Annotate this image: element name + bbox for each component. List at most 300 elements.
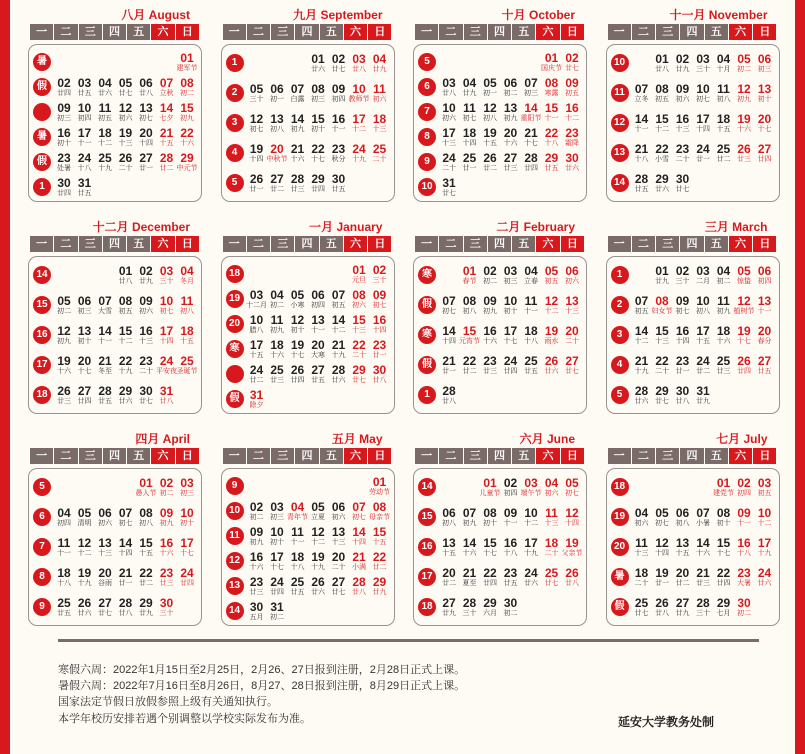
lunar-label: 十七 — [757, 126, 772, 133]
day-number: 01 — [352, 263, 366, 277]
lunar-label: 初六 — [634, 520, 649, 527]
lunar-label: 十三 — [331, 539, 346, 546]
weekday-label: 五 — [320, 236, 343, 252]
day-number: 03 — [757, 476, 772, 490]
day-number: 14 — [634, 324, 649, 338]
day-number: 25 — [372, 142, 387, 156]
week-row — [31, 76, 199, 100]
day-number: 19 — [311, 550, 325, 564]
day-number: 17 — [77, 126, 92, 140]
day-number: 27 — [565, 354, 579, 368]
weekday-label: 五 — [512, 448, 535, 464]
lunar-label: 十六 — [270, 352, 284, 359]
lunar-label: 初四 — [757, 278, 772, 285]
lunar-label: 初八 — [696, 308, 710, 315]
week-row — [31, 506, 199, 530]
day-number: 25 — [634, 596, 649, 610]
lunar-label: 初三 — [757, 66, 772, 73]
day-number: 07 — [634, 82, 649, 96]
lunar-label: 立秋 — [159, 90, 174, 97]
lunar-label: 初九 — [716, 308, 731, 315]
week-row — [416, 76, 584, 100]
day-cell — [176, 355, 198, 376]
lunar-label: 儿童节 — [479, 490, 501, 497]
weekday-label: 一 — [223, 236, 246, 252]
month-title: 一月 January — [309, 220, 383, 234]
day-number: 19 — [290, 338, 305, 352]
lunar-label: 廿九 — [696, 398, 710, 405]
day-number: 05 — [249, 82, 264, 96]
day-number: 25 — [290, 575, 305, 589]
day-number: 06 — [77, 294, 92, 308]
day-number: 13 — [270, 112, 284, 126]
lunar-label: 白露 — [290, 96, 305, 103]
lunar-label: 初九 — [290, 126, 305, 133]
week-number-badge: 6 — [33, 508, 51, 526]
lunar-label: 廿一 — [118, 580, 133, 587]
day-number: 22 — [139, 566, 153, 580]
day-number: 01 — [311, 52, 325, 66]
month-title: 十二月 December — [92, 220, 190, 234]
lunar-label: 廿八 — [118, 278, 133, 285]
lunar-label: 廿五 — [77, 190, 92, 197]
lunar-label: 初三 — [524, 90, 538, 97]
day-number: 08 — [544, 76, 559, 90]
day-number: 10 — [270, 525, 284, 539]
day-number: 19 — [249, 142, 264, 156]
week-row — [224, 313, 392, 337]
lunar-label: 初三 — [311, 96, 325, 103]
day-number: 16 — [503, 536, 518, 550]
lunar-label: 十五 — [442, 550, 456, 557]
lunar-label: 初六 — [565, 278, 579, 285]
lunar-label: 十三 — [442, 140, 456, 147]
weekday-label: 四 — [103, 448, 126, 464]
weekday-label: 四 — [680, 448, 703, 464]
lunar-label: 初十 — [716, 520, 731, 527]
week-row — [31, 476, 199, 500]
lunar-label: 十二 — [634, 338, 649, 345]
week-row — [609, 324, 777, 348]
day-number: 11 — [524, 294, 538, 308]
day-number: 08 — [352, 288, 366, 302]
day-number: 27 — [270, 172, 284, 186]
weekday-label: 五 — [127, 24, 150, 40]
week-number-badge: 2 — [226, 84, 244, 102]
day-number: 31 — [249, 388, 264, 402]
day-cell — [672, 173, 694, 194]
lunar-label: 廿四 — [503, 368, 518, 375]
lunar-label: 十三 — [634, 550, 649, 557]
day-number: 11 — [57, 536, 71, 550]
day-number: 08 — [311, 82, 325, 96]
day-number: 19 — [77, 566, 92, 580]
lunar-label: 廿二 — [675, 580, 690, 587]
day-number: 10 — [696, 82, 710, 96]
day-number: 14 — [696, 536, 710, 550]
lunar-label: 初一 — [483, 90, 497, 97]
day-number: 16 — [737, 536, 751, 550]
day-number: 10 — [503, 294, 518, 308]
lunar-label: 元宵节 — [459, 338, 480, 345]
day-number: 06 — [270, 82, 284, 96]
month-block — [28, 6, 202, 209]
day-number: 30 — [57, 176, 71, 190]
weekday-label: 一 — [30, 236, 53, 252]
day-number: 24 — [77, 151, 92, 165]
lunar-label: 十二 — [655, 126, 669, 133]
lunar-label: 初九 — [503, 115, 518, 122]
day-number: 07 — [290, 82, 305, 96]
day-number: 25 — [180, 354, 194, 368]
lunar-label: 建军节 — [176, 65, 198, 72]
lunar-label: 十六 — [159, 550, 174, 557]
day-number: 08 — [716, 506, 731, 520]
weekday-label: 三 — [656, 448, 679, 464]
lunar-label: 廿七 — [634, 610, 649, 617]
lunar-label: 廿七 — [118, 90, 133, 97]
day-number: 03 — [696, 264, 710, 278]
day-cell — [176, 265, 198, 286]
week-number-badge: 14 — [611, 174, 629, 192]
note-winter: 寒假六周：2022年1月15日至2月25日，2月26、27日报到注册，2月28日正式上课。 — [58, 664, 466, 676]
lunar-label: 十八 — [503, 550, 518, 557]
weekday-header — [223, 236, 393, 252]
weekday-header — [415, 24, 585, 40]
lunar-label: 廿九 — [139, 610, 153, 617]
day-number: 03 — [249, 288, 264, 302]
day-number: 03 — [503, 264, 518, 278]
day-number: 10 — [696, 294, 710, 308]
day-number: 05 — [57, 294, 71, 308]
week-number-badge: 1 — [226, 54, 244, 72]
day-number: 22 — [655, 354, 669, 368]
calendar-grid — [28, 6, 778, 633]
day-number: 13 — [331, 525, 346, 539]
weekday-label: 一 — [608, 24, 631, 40]
lunar-label: 十三 — [544, 520, 559, 527]
day-number: 04 — [372, 52, 387, 66]
day-number: 03 — [77, 76, 92, 90]
lunar-label: 初七 — [675, 308, 690, 315]
day-cell — [369, 576, 391, 597]
week-row — [416, 354, 584, 378]
day-number: 29 — [655, 384, 669, 398]
day-number: 04 — [57, 506, 71, 520]
lunar-label: 廿六 — [757, 580, 772, 587]
lunar-label: 初九 — [462, 520, 477, 527]
lunar-label: 廿八 — [675, 398, 690, 405]
day-number: 06 — [757, 52, 772, 66]
lunar-label: 三十 — [696, 66, 710, 73]
lunar-label: 初六 — [98, 520, 112, 527]
lunar-label: 廿七 — [331, 589, 346, 596]
day-number: 06 — [311, 288, 325, 302]
month-block — [28, 430, 202, 633]
week-number-badge: 9 — [33, 598, 51, 616]
lunar-label: 十一 — [757, 308, 772, 315]
day-cell — [176, 52, 198, 73]
day-number: 12 — [565, 506, 579, 520]
week-number-badge: 3 — [226, 114, 244, 132]
lunar-label: 初二 — [270, 302, 284, 309]
lunar-label: 廿五 — [524, 368, 538, 375]
day-number: 02 — [737, 476, 751, 490]
month-days-box — [606, 44, 780, 202]
day-cell — [176, 152, 198, 173]
day-number: 05 — [544, 264, 559, 278]
month-days-box — [28, 256, 202, 414]
left-border — [0, 0, 10, 754]
lunar-label: 十六 — [290, 156, 305, 163]
day-number: 10 — [524, 506, 538, 520]
day-number: 21 — [98, 354, 112, 368]
day-number: 22 — [180, 126, 194, 140]
weekday-header — [608, 24, 778, 40]
weekday-label: 五 — [512, 236, 535, 252]
day-cell — [369, 289, 391, 310]
weekday-header — [608, 448, 778, 464]
lunar-label: 初十 — [57, 140, 71, 147]
lunar-label: 雨水 — [544, 338, 559, 345]
day-number: 25 — [716, 142, 731, 156]
lunar-label: 廿五 — [757, 368, 772, 375]
week-row — [224, 338, 392, 362]
week-number-badge: 11 — [611, 84, 629, 102]
weekday-header — [415, 448, 585, 464]
lunar-label: 秋分 — [331, 156, 346, 163]
weekday-label: 日 — [176, 24, 199, 40]
lunar-label: 廿一 — [139, 165, 153, 172]
day-number: 28 — [462, 596, 477, 610]
weekday-label: 日 — [368, 24, 391, 40]
day-number: 09 — [675, 294, 690, 308]
lunar-label: 廿三 — [57, 398, 71, 405]
weekday-label: 二 — [54, 24, 77, 40]
note-holiday: 国家法定节假日放假参照上级有关通知执行。 — [58, 696, 278, 709]
weekday-label: 四 — [295, 24, 318, 40]
day-number: 09 — [565, 76, 579, 90]
lunar-label: 廿九 — [372, 589, 387, 596]
day-number: 09 — [675, 82, 690, 96]
week-row — [224, 263, 392, 287]
week-number-badge: 暑 — [33, 53, 51, 71]
day-number: 01 — [180, 51, 194, 65]
day-number: 09 — [503, 506, 518, 520]
month-title: 十月 October — [501, 8, 575, 22]
day-number: 27 — [675, 596, 690, 610]
day-number: 17 — [524, 536, 538, 550]
weekday-label: 六 — [536, 24, 559, 40]
day-number: 11 — [98, 101, 112, 115]
lunar-label: 三十 — [696, 610, 710, 617]
day-number: 06 — [675, 506, 690, 520]
week-row — [224, 475, 392, 499]
lunar-label: 廿八 — [442, 398, 456, 405]
day-cell — [561, 567, 583, 588]
lunar-label: 春分 — [757, 338, 772, 345]
day-number: 19 — [57, 354, 71, 368]
day-number: 12 — [483, 101, 497, 115]
day-number: 24 — [159, 354, 174, 368]
week-row — [416, 536, 584, 560]
lunar-label: 廿六 — [98, 90, 112, 97]
day-number: 08 — [139, 506, 153, 520]
lunar-label: 廿二 — [139, 580, 153, 587]
day-number: 07 — [696, 506, 710, 520]
lunar-label: 廿二 — [483, 165, 497, 172]
day-number: 04 — [270, 288, 284, 302]
weekday-label: 四 — [488, 236, 511, 252]
lunar-label: 廿八 — [372, 377, 387, 384]
day-number: 15 — [352, 313, 366, 327]
weekday-label: 三 — [79, 24, 102, 40]
day-number: 02 — [483, 264, 497, 278]
lunar-label: 十五 — [716, 126, 731, 133]
day-number: 24 — [270, 575, 284, 589]
weekday-label: 日 — [753, 448, 776, 464]
weekday-label: 二 — [632, 24, 655, 40]
lunar-label: 谷雨 — [98, 580, 112, 587]
lunar-label: 十四 — [675, 338, 690, 345]
lunar-label: 初二 — [270, 614, 284, 621]
day-number: 19 — [483, 126, 497, 140]
weekday-label: 一 — [415, 24, 438, 40]
lunar-label: 十九 — [352, 156, 366, 163]
lunar-label: 廿二 — [249, 377, 264, 384]
week-number-badge: 10 — [226, 502, 244, 520]
lunar-label: 初六 — [544, 490, 559, 497]
lunar-label: 廿八 — [159, 398, 174, 405]
day-number: 02 — [139, 264, 153, 278]
day-number: 25 — [57, 596, 71, 610]
lunar-label: 十八 — [57, 580, 71, 587]
day-cell — [176, 507, 198, 528]
week-number-badge: 8 — [33, 568, 51, 586]
lunar-label: 初二 — [159, 490, 174, 497]
lunar-label: 寒露 — [544, 90, 559, 97]
lunar-label: 廿六 — [331, 377, 346, 384]
lunar-label: 大寒 — [311, 352, 325, 359]
day-number: 14 — [352, 525, 366, 539]
lunar-label: 处暑 — [57, 165, 71, 172]
day-number: 31 — [696, 384, 710, 398]
lunar-label: 廿九 — [462, 90, 477, 97]
day-number: 18 — [270, 338, 284, 352]
lunar-label: 初六 — [118, 115, 133, 122]
day-number: 25 — [98, 151, 112, 165]
lunar-label: 初四 — [737, 490, 751, 497]
day-number: 18 — [462, 126, 477, 140]
day-cell — [156, 597, 178, 618]
day-number: 30 — [503, 596, 518, 610]
lunar-label: 廿三 — [290, 186, 305, 193]
day-number: 14 — [331, 313, 346, 327]
lunar-label: 廿八 — [139, 90, 153, 97]
lunar-label: 父亲节 — [561, 550, 583, 557]
lunar-label: 廿五 — [290, 589, 305, 596]
day-number: 29 — [372, 575, 387, 589]
week-number-badge: 6 — [418, 78, 436, 96]
lunar-label: 十七 — [270, 564, 284, 571]
day-number: 23 — [331, 142, 346, 156]
lunar-label: 廿八 — [655, 610, 669, 617]
day-cell — [561, 325, 583, 346]
day-number: 26 — [290, 363, 305, 377]
lunar-label: 廿七 — [565, 65, 579, 72]
weekday-label: 一 — [415, 236, 438, 252]
week-row — [31, 596, 199, 620]
lunar-label: 初六 — [675, 96, 690, 103]
lunar-label: 十七 — [524, 140, 538, 147]
day-number: 21 — [634, 142, 649, 156]
day-number: 17 — [442, 126, 456, 140]
lunar-label: 廿七 — [139, 398, 153, 405]
lunar-label: 二十 — [331, 564, 346, 571]
lunar-label: 立冬 — [634, 96, 649, 103]
day-cell — [733, 597, 755, 618]
day-cell — [500, 597, 522, 618]
lunar-label: 建党节 — [713, 490, 734, 497]
weekday-label: 一 — [30, 448, 53, 464]
day-number: 31 — [270, 600, 284, 614]
lunar-label: 十二 — [311, 539, 325, 546]
week-number-badge: 1 — [611, 266, 629, 284]
month-block — [413, 430, 587, 633]
week-number-badge: 11 — [226, 527, 244, 545]
lunar-label: 初十 — [483, 520, 497, 527]
lunar-label: 十一 — [98, 338, 112, 345]
week-number-badge: 7 — [418, 103, 436, 121]
day-number: 02 — [249, 500, 264, 514]
day-cell — [369, 501, 391, 522]
day-number: 23 — [675, 354, 690, 368]
day-number: 12 — [311, 525, 325, 539]
lunar-label: 冬月 — [180, 278, 194, 285]
lunar-label: 十二月 — [246, 302, 267, 309]
lunar-label: 廿九 — [139, 278, 153, 285]
lunar-label: 廿六 — [77, 610, 92, 617]
day-cell — [754, 355, 776, 376]
weekday-label: 二 — [632, 448, 655, 464]
day-number: 05 — [565, 476, 579, 490]
lunar-label: 初二 — [737, 610, 751, 617]
week-number-badge: 5 — [611, 386, 629, 404]
weekday-label: 六 — [729, 236, 752, 252]
week-row — [609, 476, 777, 500]
weekday-label: 日 — [561, 448, 584, 464]
lunar-label: 廿五 — [77, 90, 92, 97]
day-number: 18 — [57, 566, 71, 580]
lunar-label: 立春 — [524, 278, 538, 285]
day-number: 06 — [503, 76, 518, 90]
week-number-badge: 14 — [226, 602, 244, 620]
weekday-label: 二 — [54, 448, 77, 464]
day-number: 21 — [159, 126, 174, 140]
day-number: 29 — [544, 151, 559, 165]
lunar-label: 廿一 — [655, 580, 669, 587]
day-number: 02 — [675, 52, 690, 66]
lunar-label: 三十 — [159, 278, 174, 285]
month-days-box — [221, 44, 395, 202]
day-cell — [561, 77, 583, 98]
day-cell — [176, 325, 198, 346]
day-number: 22 — [655, 142, 669, 156]
lunar-label: 廿一 — [372, 352, 387, 359]
lunar-label: 廿一 — [442, 368, 456, 375]
day-number: 15 — [372, 525, 387, 539]
lunar-label: 十七 — [503, 338, 518, 345]
